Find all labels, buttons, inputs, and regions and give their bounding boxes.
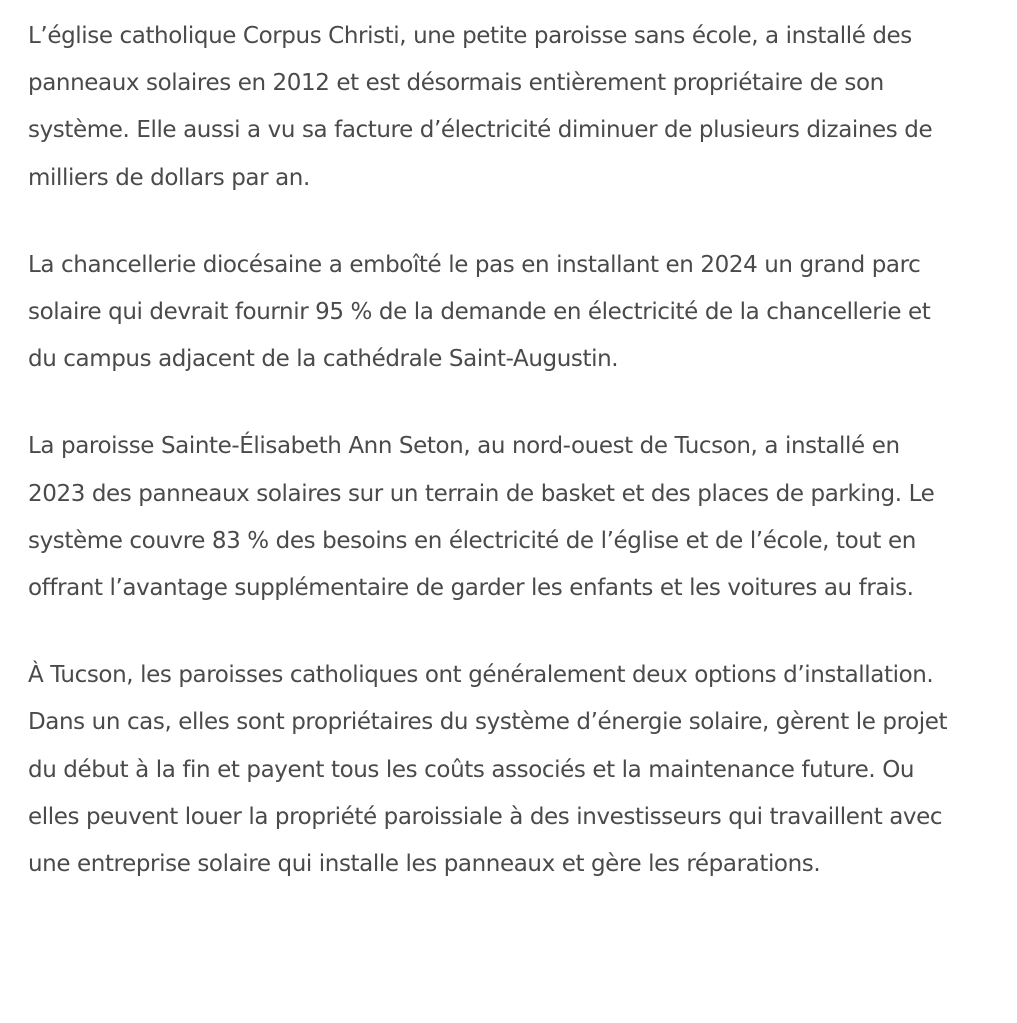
paragraph-corpus-christi: L’église catholique Corpus Christi, une petite paroisse sans école, a installé des panneaux solaires en 2012 et est désormais entièrement propriétaire de son système. Elle aussi a vu sa facture d’électricité diminuer de plusieurs dizaines de milliers de dollars par an. xyxy=(28,23,933,191)
paragraph-chancellerie: La chancellerie diocésaine a emboîté le pas en installant en 2024 un grand parc solaire qui devrait fournir 95 % de la demande en électricité de la chancellerie et du campus adjacent de la cathédrale Saint-Augustin. xyxy=(28,251,931,373)
paragraph-sainte-elisabeth: La paroisse Sainte-Élisabeth Ann Seton, au nord-ouest de Tucson, a installé en 2023 des panneaux solaires sur un terrain de basket et des places de parking. Le système couvre 83 % des besoins en électricité de l’église et de l’école, tout en offrant l’avantage supplémentaire de garder les enfants et les voitures au frais. xyxy=(28,433,935,602)
paragraph-options-installation: À Tucson, les paroisses catholiques ont généralement deux options d’installation. Dans un cas, elles sont propriétaires du système d’énergie solaire, gèrent le projet du début à la fin et payent tous les coûts associés et la maintenance future. Ou elles peuvent louer la propriété paroissiale à des investisseurs qui travaillent avec une entreprise solaire qui installe les panneaux et gère les réparations. xyxy=(28,662,948,878)
article-body xyxy=(28,13,958,888)
